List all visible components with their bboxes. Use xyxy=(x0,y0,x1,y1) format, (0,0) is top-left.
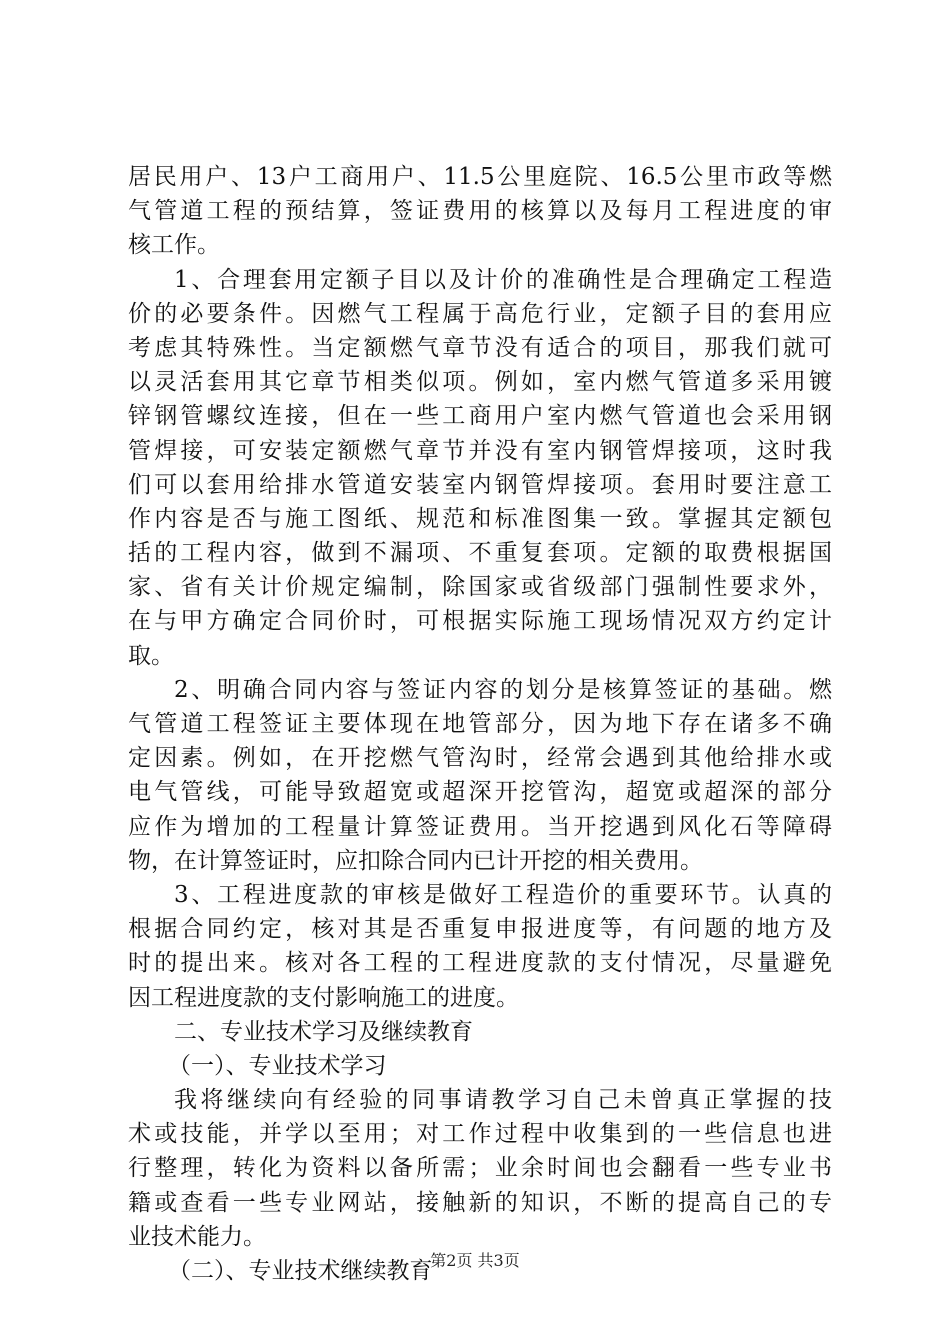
section-heading: 二、专业技术学习及继续教育 xyxy=(174,1018,473,1045)
paragraph-line: 气管道工程的预结算，签证费用的核算以及每月工程进度的审 xyxy=(128,198,832,225)
paragraph-line: 价的必要条件。因燃气工程属于高危行业，定额子目的套用应 xyxy=(128,300,832,327)
paragraph-line: 业技术能力。 xyxy=(128,1223,266,1250)
document-body xyxy=(128,160,832,1288)
paragraph-line: 时的提出来。核对各工程的工程进度款的支付情况，尽量避免 xyxy=(128,950,832,977)
paragraph-line: 锌钢管螺纹连接，但在一些工商用户室内燃气管道也会采用钢 xyxy=(128,403,832,430)
paragraph-line: 1、合理套用定额子目以及计价的准确性是合理确定工程造 xyxy=(174,266,832,293)
paragraph-line: 术或技能，并学以至用；对工作过程中收集到的一些信息也进 xyxy=(128,1121,832,1148)
paragraph-line: 我将继续向有经验的同事请教学习自己未曾真正掌握的技 xyxy=(174,1087,832,1114)
paragraph-line: 作内容是否与施工图纸、规范和标准图集一致。掌握其定额包 xyxy=(128,505,832,532)
paragraph-line: 以灵活套用其它章节相类似项。例如，室内燃气管道多采用镀 xyxy=(128,369,832,396)
paragraph-line: 气管道工程签证主要体现在地管部分，因为地下存在诸多不确 xyxy=(128,711,832,737)
paragraph-line: 因工程进度款的支付影响施工的进度。 xyxy=(128,984,519,1011)
paragraph-line: 们可以套用给排水管道安装室内钢管焊接项。套用时要注意工 xyxy=(128,471,832,498)
subsection-heading: （二）、专业技术继续教育 xyxy=(168,1258,433,1284)
paragraph-line: 籍或查看一些专业网站，接触新的知识，不断的提高自己的专 xyxy=(128,1189,832,1216)
paragraph-line: 取。 xyxy=(128,642,174,669)
paragraph-line: 物，在计算签证时，应扣除合同内已计开挖的相关费用。 xyxy=(128,847,703,874)
paragraph-line: 在与甲方确定合同价时，可根据实际施工现场情况双方约定计 xyxy=(128,608,832,635)
paragraph-line: 括的工程内容，做到不漏项、不重复套项。定额的取费根据国 xyxy=(128,540,832,567)
paragraph-line: 核工作。 xyxy=(128,232,220,259)
page-number-footer: 第2页 共3页 xyxy=(430,1251,520,1270)
paragraph-line: 行整理，转化为资料以备所需；业余时间也会翻看一些专业书 xyxy=(128,1155,832,1182)
paragraph-line: 家、省有关计价规定编制，除国家或省级部门强制性要求外， xyxy=(128,574,832,601)
paragraph-line: 根据合同约定，核对其是否重复申报进度等，有问题的地方及 xyxy=(128,916,832,943)
paragraph-line: 电气管线，可能导致超宽或超深开挖管沟，超宽或超深的部分 xyxy=(128,779,832,806)
paragraph-line: 居民用户、13户工商用户、11.5公里庭院、16.5公里市政等燃 xyxy=(128,164,832,190)
paragraph-line: 定因素。例如，在开挖燃气管沟时，经常会遇到其他给排水或 xyxy=(128,745,832,772)
paragraph-line: 管焊接，可安装定额燃气章节并没有室内钢管焊接项，这时我 xyxy=(128,437,832,464)
paragraph-line: 应作为增加的工程量计算签证费用。当开挖遇到风化石等障碍 xyxy=(128,813,832,840)
paragraph-line: 2、明确合同内容与签证内容的划分是核算签证的基础。燃 xyxy=(174,676,832,703)
paragraph-line: 3、工程进度款的审核是做好工程造价的重要环节。认真的 xyxy=(174,881,832,908)
paragraph-line: 考虑其特殊性。当定额燃气章节没有适合的项目，那我们就可 xyxy=(128,334,832,361)
subsection-heading: （一）、专业技术学习 xyxy=(168,1052,387,1079)
